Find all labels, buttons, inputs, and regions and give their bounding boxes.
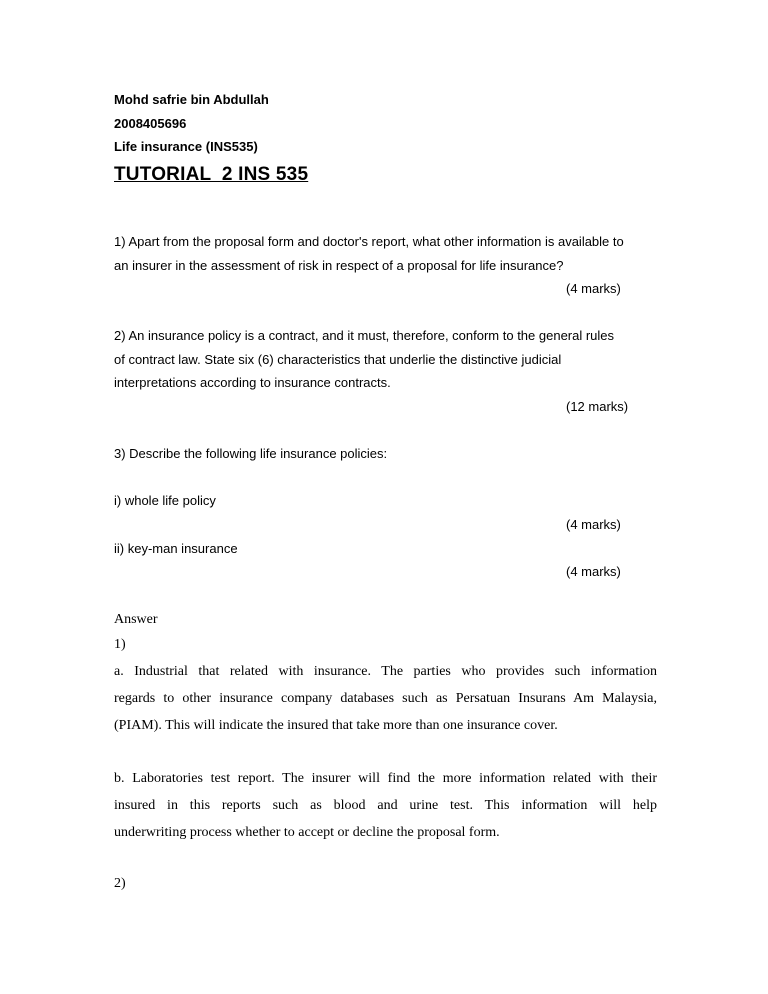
question-3-intro: 3) Describe the following life insurance policies: xyxy=(114,446,388,461)
question-2-line-2: of contract law. State six (6) characteristics that underlie the distinctive judicial xyxy=(114,352,562,367)
course-name: Life insurance (INS535) xyxy=(114,139,258,154)
question-2-line-3: interpretations according to insurance contracts. xyxy=(114,375,391,390)
question-1-line-2: an insurer in the assessment of risk in respect of a proposal for life insurance? xyxy=(114,258,564,273)
answer-1b-line-2: insured in this reports such as blood and urine test. This information will help xyxy=(114,798,657,813)
answer-1b-line-1: b. Laboratories test report. The insurer will find the more information related with their xyxy=(114,771,657,786)
answer-2-label: 2) xyxy=(114,876,126,891)
student-id: 2008405696 xyxy=(114,116,187,131)
answer-1a-line-2: regards to other insurance company databases such as Persatuan Insurans Am Malaysia, xyxy=(114,691,657,706)
answer-1b-line-3: underwriting process whether to accept or decline the proposal form. xyxy=(114,825,500,840)
question-3-part-i: i) whole life policy xyxy=(114,493,216,508)
question-3-part-ii: ii) key-man insurance xyxy=(114,541,238,556)
question-1-marks: (4 marks) xyxy=(566,281,621,296)
student-name: Mohd safrie bin Abdullah xyxy=(114,92,269,107)
answer-1a-line-1: a. Industrial that related with insurance. The parties who provides such information xyxy=(114,664,657,679)
question-2-marks: (12 marks) xyxy=(566,399,629,414)
answer-heading: Answer xyxy=(114,612,158,627)
question-2-line-1: 2) An insurance policy is a contract, and it must, therefore, conform to the general rules xyxy=(114,328,615,343)
answer-1-label: 1) xyxy=(114,637,126,652)
question-3-part-i-marks: (4 marks) xyxy=(566,517,621,532)
question-1-line-1: 1) Apart from the proposal form and doctor's report, what other information is available to xyxy=(114,234,624,249)
question-3-part-ii-marks: (4 marks) xyxy=(566,564,621,579)
document-title: TUTORIAL 2 INS 535 xyxy=(114,164,309,185)
answer-1a-line-3: (PIAM). This will indicate the insured that take more than one insurance cover. xyxy=(114,718,558,733)
